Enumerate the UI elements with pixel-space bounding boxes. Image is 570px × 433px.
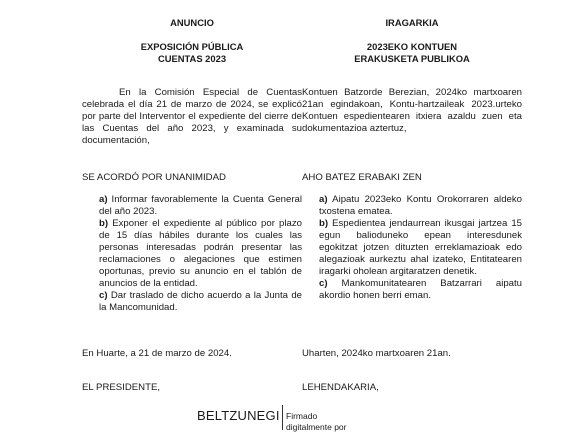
heading-es: ANUNCIO bbox=[170, 17, 214, 28]
list-item: a) Aipatu 2023eko Kontu Orokorraren aldeko txostena ematea. bbox=[319, 194, 522, 217]
items-es bbox=[99, 194, 302, 314]
heading-eu: IRAGARKIA bbox=[385, 17, 439, 28]
signature-note-line1: Firmado bbox=[286, 411, 318, 421]
list-item: c) Dar traslado de dicho acuerdo a la Junta de la Mancomunidad. bbox=[99, 290, 302, 313]
list-item: c) Mankomunitatearen Batzarrari aipatu akordio honen berri eman. bbox=[319, 278, 522, 301]
list-item: a) Informar favorablemente la Cuenta General del año 2023. bbox=[99, 194, 302, 217]
agreed-es: SE ACORDÓ POR UNANIMIDAD bbox=[82, 172, 226, 183]
signature-divider bbox=[282, 405, 283, 430]
agreed-eu: AHO BATEZ ERABAKI ZEN bbox=[302, 172, 422, 183]
intro-es: En la Comisión Especial de Cuentas celebrada el día 21 de marzo de 2024, se explicó por parte del Interventor el expediente del cierre de las Cuentas del año 2023, y examinada su documentación, bbox=[82, 87, 302, 146]
title-es-line1: EXPOSICIÓN PÚBLICA bbox=[140, 41, 244, 52]
signer-es: EL PRESIDENTE, bbox=[82, 382, 161, 393]
signature-name: BELTZUNEGI bbox=[197, 408, 280, 423]
signer-eu: LEHENDAKARIA, bbox=[302, 382, 379, 393]
intro-eu: Kontuen Batzorde Berezian, 2024ko martxoaren 21an egindakoan, Kontu-hartzaileak 2023.urteko Kontuen espedientearen itxiera azaldu zuen eta dokumentazioa aztertuz, bbox=[302, 87, 522, 134]
title-eu-line2: ERAKUSKETA PUBLIKOA bbox=[354, 53, 470, 64]
signature-note-line2: digitalmente por bbox=[286, 422, 347, 432]
place-date-eu: Uharten, 2024ko martxoaren 21an. bbox=[302, 348, 451, 359]
list-item: b) Espedientea jendaurrean ikusgai jartzea 15 egun balioduneko epean interesdunek egokitzat jotzen dituzten erreklamazioak edo alegazioak aurkeztu ahal izateko, Entitatearen iragarki oholean argitaratzen denetik. bbox=[319, 218, 522, 277]
title-es-line2: CUENTAS 2023 bbox=[157, 53, 227, 64]
list-item: b) Exponer el expediente al público por plazo de 15 días hábiles durante los cuales las personas interesadas podrán presentar las reclamaciones o alegaciones que estimen oportunas, previo su anuncio en el tablón de anuncios de la entidad. bbox=[99, 218, 302, 289]
place-date-es: En Huarte, a 21 de marzo de 2024. bbox=[82, 348, 232, 359]
title-eu-line1: 2023EKO KONTUEN bbox=[366, 41, 458, 52]
items-eu bbox=[319, 194, 522, 302]
